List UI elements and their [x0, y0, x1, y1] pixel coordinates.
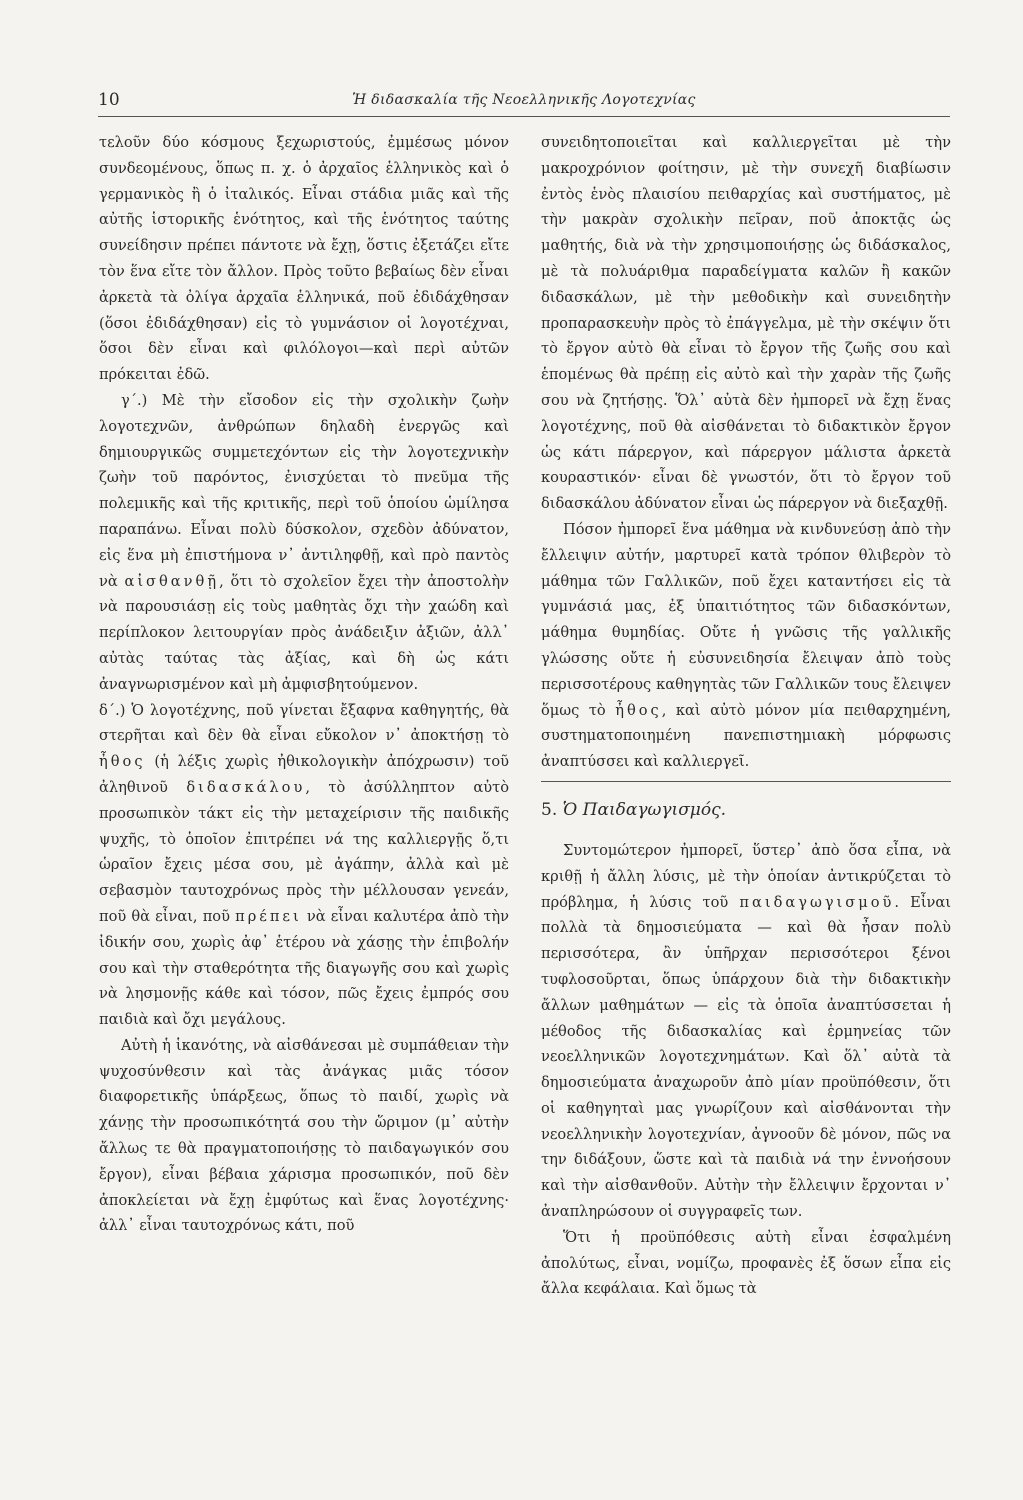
page-header: [98, 88, 950, 117]
paragraph: τελοῦν δύο κόσμους ξεχωριστούς, ἐμμέσως μόνον συνδεομένους, ὅπως π. χ. ὁ ἀρχαῖος ἑλληνικὸς καὶ ὁ γερμανικὸς ἢ ὁ ἰταλικός. Εἶναι στάδια μιᾶς καὶ τῆς αὐτῆς ἱστορικῆς ἑνότητος, καὶ τῆς ἑνότητος ταύτης συνείδησιν πρέπει πάντοτε νὰ ἔχῃ, ὅστις ἐξετάζει εἴτε τὸν ἕνα εἴτε τὸν ἄλλον. Πρὸς τοῦτο βεβαίως δὲν εἶναι ἀρκετὰ τὰ ὀλίγα ἀρχαῖα ἑλληνικά, ποῦ ἐδιδάχθησαν (ὅσοι ἐδιδάχθησαν) εἰς τὸ γυμνάσιον οἱ λογοτέχναι, ὅσοι δὲν εἶναι καὶ φιλόλογοι—καὶ περὶ αὐτῶν πρόκειται ἐδῶ.: [99, 134, 509, 384]
text-run: δ΄.) Ὁ λογοτέχνης, ποῦ γίνεται ἔξαφνα καθηγητής, θὰ στερῆται καὶ δὲν θὰ εἶναι εὔκολον ν᾽ ἀποκτήσῃ τὸ: [99, 701, 509, 745]
text-run: , ὅτι τὸ σχολεῖον ἔχει τὴν ἀποστολὴν νὰ παρουσιάσῃ εἰς τοὺς μαθητὰς ὄχι τὴν χαώδη καὶ περίπλοκον λειτουργίαν πρὸς ἀνάδειξιν ἀξιῶν, ἀλλ᾽ αὐτὰς ταύτας τὰς ἀξίας, καὶ δὴ ὡς κάτι ἀναγνωρισμένον καὶ μὴ ἀμφισβητούμενον.: [99, 572, 509, 693]
paragraph: [541, 838, 951, 1225]
running-title: Ἡ διδασκαλία τῆς Νεοελληνικῆς Λογοτεχνίας: [352, 92, 696, 108]
emphasized-word: αἰσθανθῇ: [124, 572, 220, 590]
left-column: [99, 130, 509, 1239]
text-run: νὰ εἶναι καλυτέρα ἀπὸ τὴν ἰδικήν σου, χωρὶς ἀφ᾽ ἑτέρου νὰ χάσῃς τὴν ἐπιβολήν σου καὶ τὴν σταθερότητα τῆς διαγωγῆς σου καὶ χωρὶς νὰ λησμονῇς κάθε καὶ τόσον, πῶς ἔχεις ἐμπρός σου παιδιὰ καὶ ὄχι μεγάλους.: [99, 907, 510, 1029]
section-heading: [541, 790, 951, 830]
emphasized-word: πρέπει: [235, 907, 302, 925]
paragraph: Ὅτι ἡ προϋπόθεσις αὐτὴ εἶναι ἐσφαλμένη ἀπολύτως, εἶναι, νομίζω, προφανὲς ἐξ ὅσων εἶπα εἰς ἄλλα κεφάλαια. Καὶ ὅμως τὰ: [541, 1228, 951, 1298]
section-divider: [541, 781, 951, 782]
text-run: . Εἶναι πολλὰ τὰ δημοσιεύματα — καὶ θὰ ἦσαν πολὺ περισσότερα, ἂν ὑπῆρχαν περισσότεροι ξένοι τυφλοσοῦρται, ὅπως ὑπάρχουν διὰ τὴν διδακτικὴν ἄλλων μαθημάτων — εἰς τὰ ὁποῖα ἀναπτύσσεται ἡ μέθοδος τῆς διδασκαλίας καὶ ἑρμηνείας τῶν νεοελληνικῶν λογοτεχνημάτων. Καὶ ὅλ᾽ αὐτὰ τὰ δημοσιεύματα ἀναχωροῦν ἀπὸ μίαν προϋπόθεσιν, ὅτι οἱ καθηγηταὶ μας γνωρίζουν καὶ αἰσθάνονται τὴν νεοελληνικὴν λογοτεχνίαν, ἀγνοοῦν δὲ μόνον, πῶς να την διδάξουν, ὥστε καὶ τὰ παιδιὰ νά την ἐννοήσουν καὶ τὴν αἰσθανθοῦν. Αὐτὴν τὴν ἔλλειψιν ἔρχονται ν᾽ ἀναπληρώσουν οἱ συγγραφεῖς των.: [541, 893, 951, 1221]
right-column: [541, 130, 951, 1302]
paragraph: [99, 698, 509, 1033]
page-number: 10: [98, 90, 120, 110]
emphasized-word: ἦθος: [615, 701, 662, 719]
paragraph: [99, 388, 509, 698]
text-run: Συντομώτερον ἠμπορεῖ, ὕστερ᾽ ἀπὸ ὅσα εἶπα, νὰ κριθῇ ἡ ἄλλη λύσις, μὲ τὴν ὁποίαν ἀντικρύζεται τὸ πρόβλημα, ἡ λύσις τοῦ: [541, 841, 951, 911]
section-title: Ὁ Παιδαγωγισμός.: [562, 799, 726, 820]
paragraph: συνειδητοποιεῖται καὶ καλλιεργεῖται μὲ τὴν μακροχρόνιον φοίτησιν, μὲ τὴν συνεχῆ διαβίωσιν ἐντὸς ἑνὸς πλαισίου πειθαρχίας καὶ συστήματος, μὲ τὴν μακρὰν σχολικὴν πεῖραν, ποῦ ἀποκτᾷς ὡς μαθητής, διὰ νὰ τὴν χρησιμοποιήσῃς ὡς διδάσκαλος, μὲ τὰ πολυάριθμα παραδείγματα καλῶν ἢ κακῶν διδασκάλων, μὲ τὴν μεθοδικὴν καὶ συνειδητὴν προπαρασκευὴν πρὸς τὸ ἐπάγγελμα, μὲ τὴν σκέψιν ὅτι τὸ ἔργον αὐτὸ θὰ εἶναι τὸ ἔργον τῆς ζωῆς σου καὶ ἑπομένως θὰ πρέπῃ εἰς αὐτὸ καὶ τὴν χαρὰν τῆς ζωῆς σου νὰ ζητήσῃς. Ὅλ᾽ αὐτὰ δὲν ἠμπορεῖ νὰ ἔχῃ ἕνας λογοτέχνης, ποῦ θὰ αἰσθάνεται τὸ διδακτικὸν ἔργον ὡς κάτι πάρεργον, καὶ πάρεργον μάλιστα ἀρκετὰ κουραστικόν· εἶναι δὲ γνωστόν, ὅτι τὸ ἔργον τοῦ διδασκάλου ἀδύνατον εἶναι ὡς πάρεργον νὰ διεξαχθῇ.: [541, 134, 951, 513]
paragraph: Αὐτὴ ἡ ἱκανότης, νὰ αἰσθάνεσαι μὲ συμπάθειαν τὴν ψυχοσύνθεσιν καὶ τὰς ἀνάγκας μιᾶς τόσον διαφορετικῆς ὑπάρξεως, ὅπως τὸ παιδί, χωρὶς νὰ χάνῃς τὴν προσωπικότητά σου τὴν ὥριμον (μ᾽ αὐτὴν ἄλλως τε θὰ πραγματοποιήσῃς τὸ παιδαγωγικόν σου ἔργον), εἶναι βέβαια χάρισμα προσωπικόν, ποῦ δὲν ἀποκλείεται νὰ ἔχῃ ἐμφύτως καὶ ἕνας λογοτέχνης· ἀλλ᾽ εἶναι ταυτοχρόνως κάτι, ποῦ: [99, 1036, 509, 1235]
section-number: 5.: [541, 799, 558, 820]
text-run: γ΄.) Μὲ τὴν εἴσοδον εἰς τὴν σχολικὴν ζωὴν λογοτεχνῶν, ἀνθρώπων δηλαδὴ ἐνεργῶς καὶ δημιουργικῶς συμμετεχόντων εἰς τὴν λογοτεχνικὴν ζωὴν τοῦ παρόντος, ἐνισχύεται τὸ πνεῦμα τῆς πολεμικῆς καὶ τῆς κριτικῆς, περὶ τοῦ ὁποίου ὡμίλησα παραπάνω. Εἶναι πολὺ δύσκολον, σχεδὸν ἀδύνατον, εἰς ἕνα μὴ ἐπιστήμονα ν᾽ ἀντιληφθῇ, καὶ πρὸ παντὸς νὰ: [99, 391, 509, 590]
emphasized-word: διδασκάλου: [186, 778, 306, 796]
emphasized-word: ἦθος: [99, 753, 146, 771]
text-run: , καὶ αὐτὸ μόνον μία πειθαρχημένη, συστηματοποιημένη πανεπιστημιακὴ μόρφωσις ἀναπτύσσει καὶ καλλιεργεῖ.: [541, 701, 952, 771]
emphasized-word: παιδαγωγισμοῦ: [739, 893, 895, 911]
text-run: Πόσον ἠμπορεῖ ἕνα μάθημα νὰ κινδυνεύσῃ ἀπὸ τὴν ἔλλειψιν αὐτήν, μαρτυρεῖ κατὰ τρόπον θλιβερὸν τὸ μάθημα τῶν Γαλλικῶν, ποῦ ἔχει καταντήσει εἰς τὰ γυμνάσιά μας, ἐξ ὑπαιτιότητος τῶν διδασκόντων, μάθημα θυμηδίας. Οὔτε ἡ γνῶσις τῆς γαλλικῆς γλώσσης οὔτε ἡ εὐσυνειδησία ἔλειψαν ἀπὸ τοὺς περισσοτέρους καθηγητὰς τῶν Γαλλικῶν τους ἔλειψεν ὅμως τὸ: [541, 520, 951, 719]
paragraph: [541, 517, 951, 775]
text-run: , τὸ ἀσύλληπτον αὐτὸ προσωπικὸν τάκτ εἰς τὴν μεταχείρισιν τῆς παιδικῆς ψυχῆς, τὸ ὁποῖον ἐπιτρέπει νά της καλλιεργῇς ὅ,τι ὡραῖον ἔχεις μέσα σου, μὲ ἀγάπην, ἀλλὰ καὶ μὲ σεβασμὸν ταυτοχρόνως πρὸς τὴν μέλλουσαν γενεάν, ποῦ θὰ εἶναι, ποῦ: [99, 778, 510, 925]
text-run: (ἡ λέξις χωρὶς ἠθικολογικὴν ἀπόχρωσιν) τοῦ ἀληθινοῦ: [99, 753, 509, 796]
